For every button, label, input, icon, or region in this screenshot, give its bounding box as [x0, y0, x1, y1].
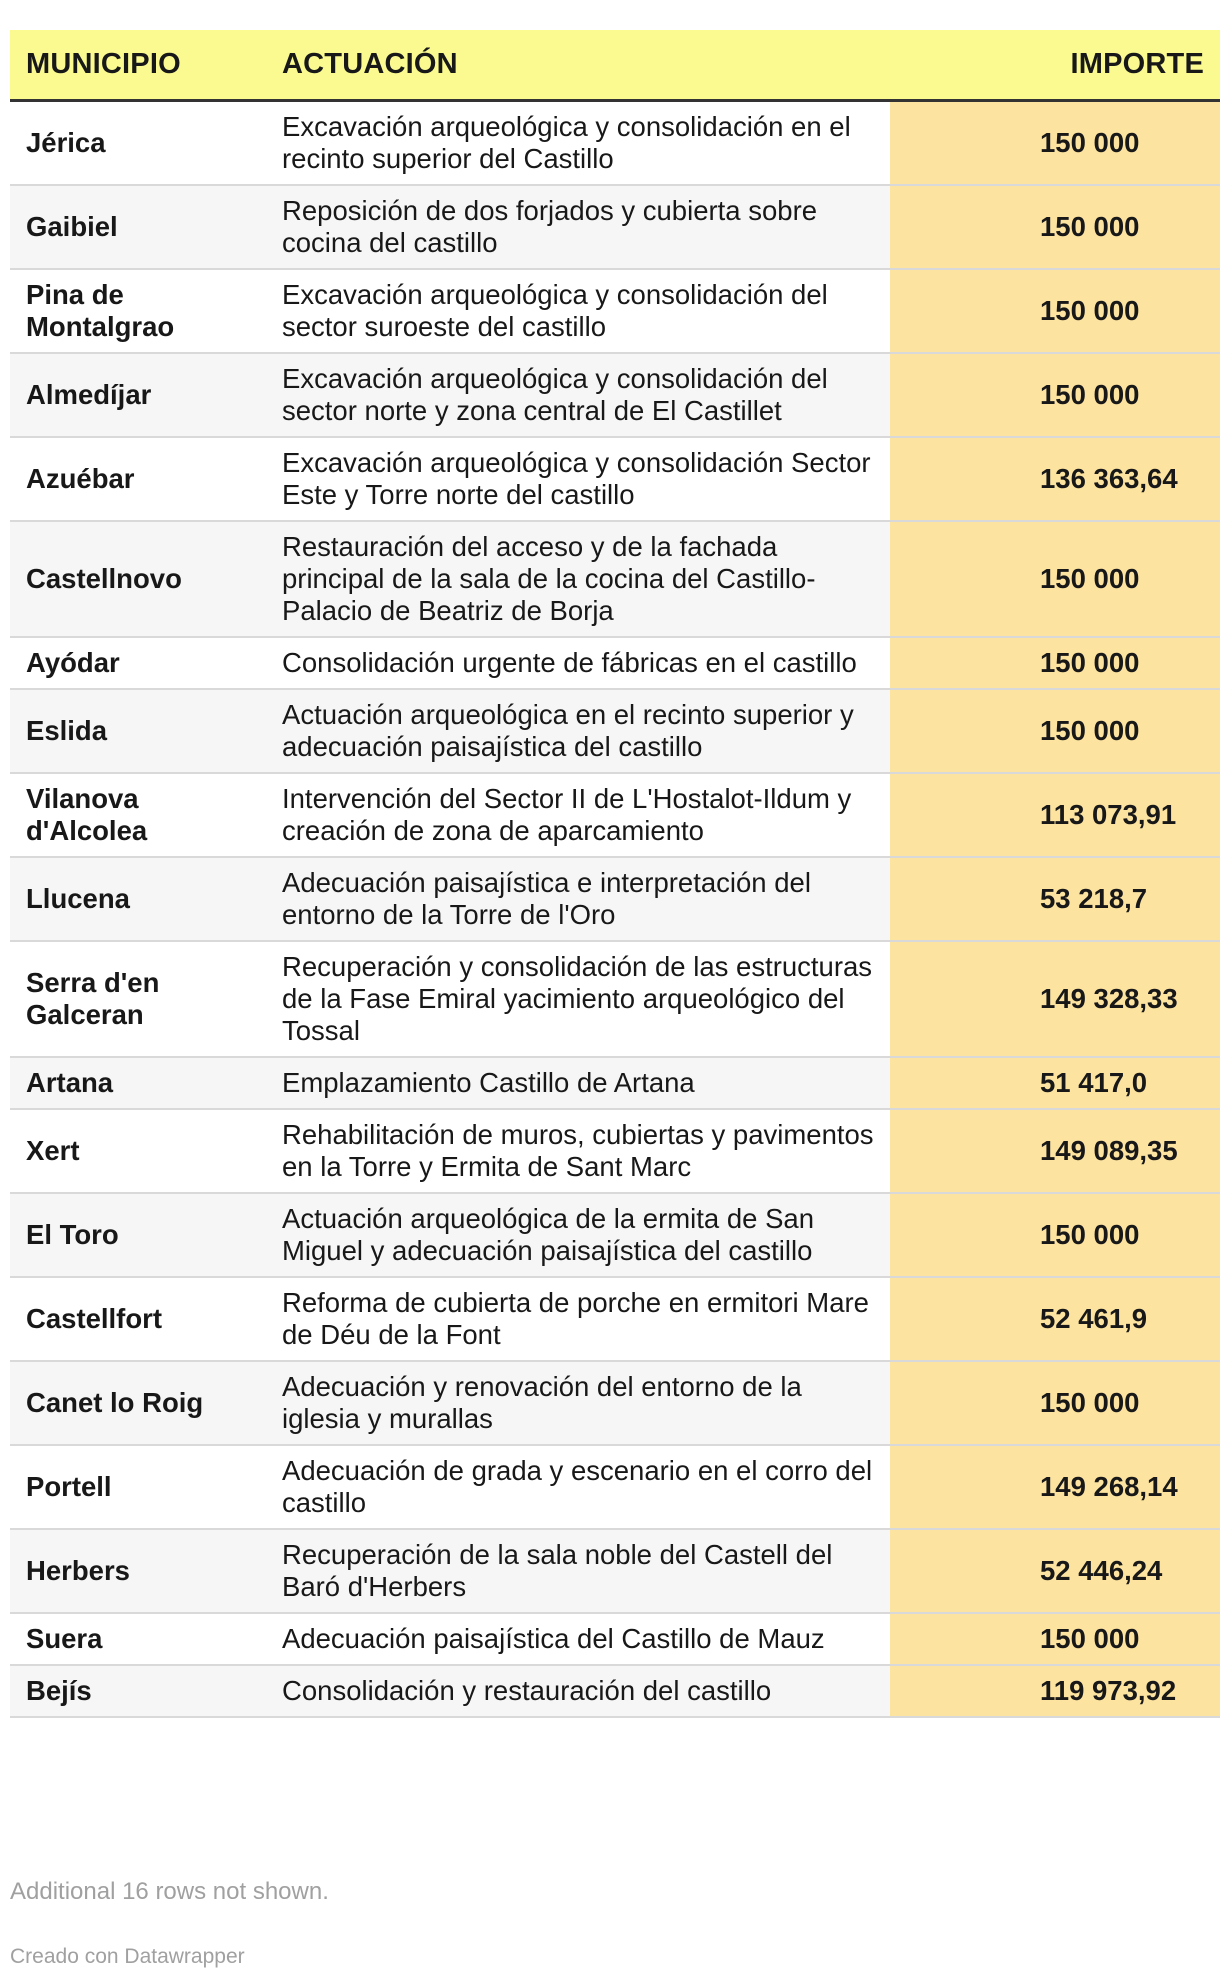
importe-value: 150 000: [1040, 294, 1140, 326]
table-row: [10, 1445, 1220, 1529]
column-header-municipio[interactable]: MUNICIPIO: [10, 30, 266, 100]
cell-actuacion: Excavación arqueológica y consolidación del sector norte y zona central de El Castillet: [266, 353, 890, 437]
importe-value: 150 000: [1040, 1218, 1140, 1250]
table-row: [10, 1109, 1220, 1193]
table-header-row: [10, 30, 1220, 100]
cell-municipio: Pina de Montalgrao: [10, 269, 266, 353]
table-row: [10, 521, 1220, 637]
cell-actuacion: Reposición de dos forjados y cubierta sobre cocina del castillo: [266, 185, 890, 269]
cell-municipio: Azuébar: [10, 437, 266, 521]
cell-importe: [890, 857, 1220, 941]
importe-value: 150 000: [1040, 1386, 1140, 1418]
cell-municipio: Eslida: [10, 689, 266, 773]
data-table: [10, 30, 1220, 1718]
cell-actuacion: Recuperación y consolidación de las estructuras de la Fase Emiral yacimiento arqueológico del Tossal: [266, 941, 890, 1057]
cell-actuacion: Consolidación y restauración del castillo: [266, 1665, 890, 1717]
cell-actuacion: Adecuación paisajística del Castillo de Mauz: [266, 1613, 890, 1665]
cell-municipio: Castellfort: [10, 1277, 266, 1361]
importe-value: 150 000: [1040, 1622, 1140, 1654]
cell-actuacion: Emplazamiento Castillo de Artana: [266, 1057, 890, 1109]
cell-municipio: Portell: [10, 1445, 266, 1529]
cell-municipio: Vilanova d'Alcolea: [10, 773, 266, 857]
cell-municipio: Almedíjar: [10, 353, 266, 437]
cell-importe: [890, 185, 1220, 269]
cell-actuacion: Actuación arqueológica de la ermita de San Miguel y adecuación paisajística del castillo: [266, 1193, 890, 1277]
importe-value: 150 000: [1040, 210, 1140, 242]
cell-importe: [890, 100, 1220, 185]
cell-importe: [890, 1665, 1220, 1717]
importe-value: 150 000: [1040, 378, 1140, 410]
column-header-importe[interactable]: IMPORTE: [890, 30, 1220, 100]
cell-importe: [890, 1445, 1220, 1529]
cell-actuacion: Actuación arqueológica en el recinto superior y adecuación paisajística del castillo: [266, 689, 890, 773]
table-row: [10, 269, 1220, 353]
importe-value: 150 000: [1040, 646, 1140, 678]
importe-value: 149 268,14: [1040, 1470, 1178, 1502]
datawrapper-credit: Creado con Datawrapper: [10, 1945, 245, 1968]
table-row: [10, 185, 1220, 269]
importe-value: 113 073,91: [1040, 798, 1177, 830]
table-row: [10, 773, 1220, 857]
cell-actuacion: Adecuación de grada y escenario en el corro del castillo: [266, 1445, 890, 1529]
table-row: [10, 1057, 1220, 1109]
cell-importe: [890, 269, 1220, 353]
cell-actuacion: Adecuación paisajística e interpretación del entorno de la Torre de l'Oro: [266, 857, 890, 941]
cell-actuacion: Excavación arqueológica y consolidación del sector suroeste del castillo: [266, 269, 890, 353]
cell-actuacion: Intervención del Sector II de L'Hostalot-Ildum y creación de zona de aparcamiento: [266, 773, 890, 857]
cell-importe: [890, 1193, 1220, 1277]
cell-importe: [890, 1613, 1220, 1665]
cell-actuacion: Excavación arqueológica y consolidación en el recinto superior del Castillo: [266, 100, 890, 185]
table-row: [10, 1665, 1220, 1717]
cell-actuacion: Recuperación de la sala noble del Castell del Baró d'Herbers: [266, 1529, 890, 1613]
importe-value: 150 000: [1040, 126, 1140, 158]
cell-actuacion: Restauración del acceso y de la fachada principal de la sala de la cocina del Castillo-Palacio de Beatriz de Borja: [266, 521, 890, 637]
cell-municipio: Ayódar: [10, 637, 266, 689]
table-row: [10, 1613, 1220, 1665]
table-row: [10, 1277, 1220, 1361]
cell-importe: [890, 637, 1220, 689]
cell-importe: [890, 437, 1220, 521]
cell-actuacion: Excavación arqueológica y consolidación Sector Este y Torre norte del castillo: [266, 437, 890, 521]
importe-value: 150 000: [1040, 562, 1140, 594]
importe-value: 52 461,9: [1040, 1302, 1148, 1334]
cell-importe: [890, 1109, 1220, 1193]
table-row: [10, 1529, 1220, 1613]
cell-municipio: Suera: [10, 1613, 266, 1665]
cell-municipio: Xert: [10, 1109, 266, 1193]
cell-importe: [890, 773, 1220, 857]
importe-value: 119 973,92: [1040, 1674, 1177, 1706]
cell-importe: [890, 1057, 1220, 1109]
cell-importe: [890, 941, 1220, 1057]
cell-importe: [890, 1277, 1220, 1361]
table-row: [10, 857, 1220, 941]
column-header-actuacion[interactable]: ACTUACIÓN: [266, 30, 890, 100]
table-row: [10, 637, 1220, 689]
cell-municipio: Serra d'en Galceran: [10, 941, 266, 1057]
cell-municipio: Canet lo Roig: [10, 1361, 266, 1445]
table-row: [10, 437, 1220, 521]
cell-municipio: Herbers: [10, 1529, 266, 1613]
importe-value: 51 417,0: [1040, 1066, 1148, 1098]
cell-importe: [890, 1529, 1220, 1613]
importe-value: 136 363,64: [1040, 462, 1178, 494]
table-body: [10, 100, 1220, 1717]
cell-actuacion: Adecuación y renovación del entorno de la iglesia y murallas: [266, 1361, 890, 1445]
table-row: [10, 689, 1220, 773]
cell-municipio: Llucena: [10, 857, 266, 941]
data-table-container: [10, 30, 1220, 1718]
cell-municipio: El Toro: [10, 1193, 266, 1277]
importe-value: 149 328,33: [1040, 982, 1178, 1014]
cell-actuacion: Rehabilitación de muros, cubiertas y pavimentos en la Torre y Ermita de Sant Marc: [266, 1109, 890, 1193]
cell-importe: [890, 353, 1220, 437]
cell-municipio: Gaibiel: [10, 185, 266, 269]
table-row: [10, 1361, 1220, 1445]
importe-value: 150 000: [1040, 714, 1140, 746]
cell-actuacion: Consolidación urgente de fábricas en el castillo: [266, 637, 890, 689]
table-row: [10, 941, 1220, 1057]
rows-not-shown-note: Additional 16 rows not shown.: [10, 1878, 329, 1905]
importe-value: 52 446,24: [1040, 1554, 1163, 1586]
table-row: [10, 353, 1220, 437]
cell-importe: [890, 521, 1220, 637]
cell-actuacion: Reforma de cubierta de porche en ermitori Mare de Déu de la Font: [266, 1277, 890, 1361]
importe-value: 53 218,7: [1040, 882, 1148, 914]
cell-municipio: Jérica: [10, 100, 266, 185]
cell-municipio: Bejís: [10, 1665, 266, 1717]
cell-importe: [890, 1361, 1220, 1445]
cell-importe: [890, 689, 1220, 773]
table-row: [10, 1193, 1220, 1277]
cell-municipio: Castellnovo: [10, 521, 266, 637]
importe-value: 149 089,35: [1040, 1134, 1178, 1166]
cell-municipio: Artana: [10, 1057, 266, 1109]
table-row: [10, 100, 1220, 185]
